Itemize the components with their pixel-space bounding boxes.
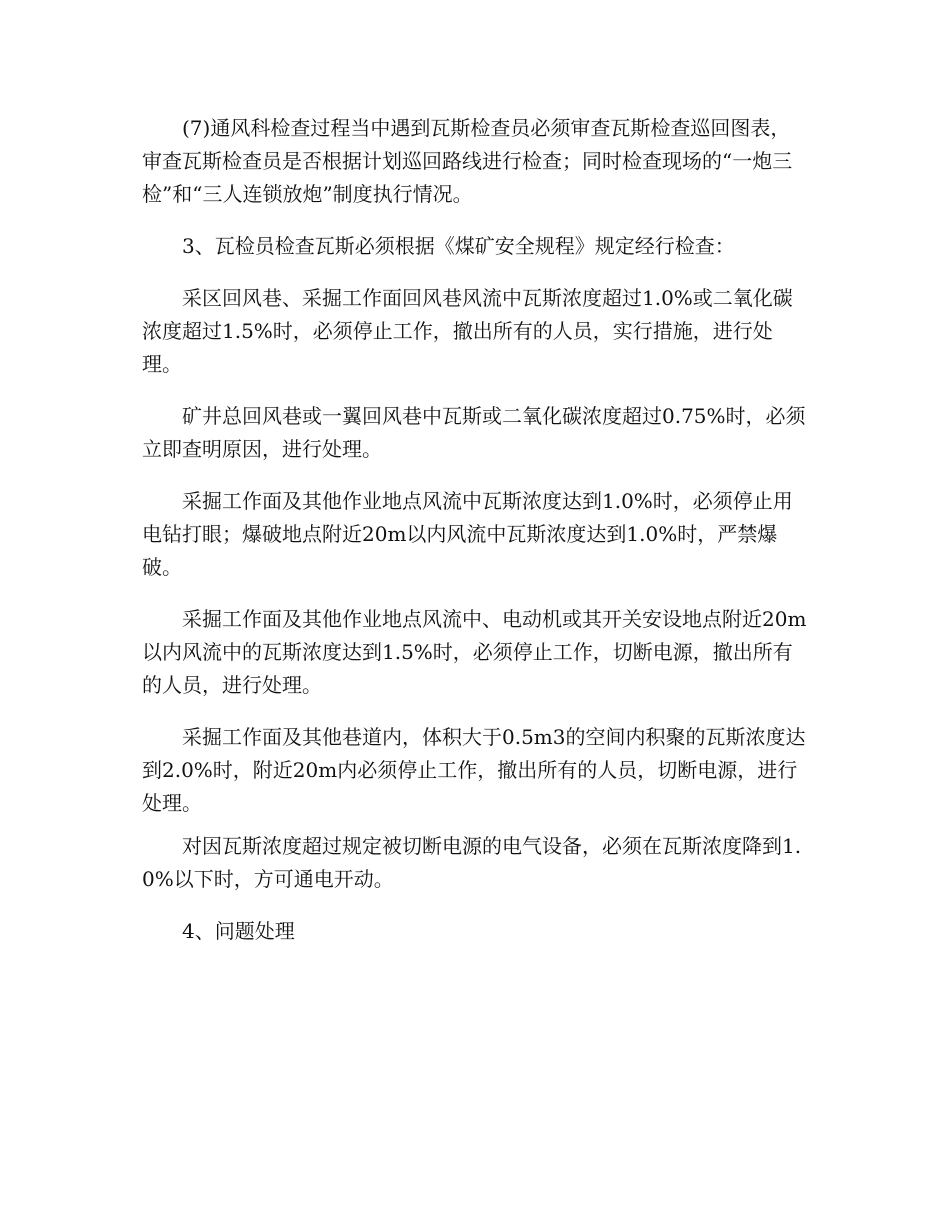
paragraph-main-return-limit: 矿井总回风巷或一翼回风巷中瓦斯或二氧化碳浓度超过0.75%时，必须立即查明原因，进行处理。 xyxy=(142,404,806,461)
paragraph-motor-switch-limit: 采掘工作面及其他作业地点风流中、电动机或其开关安设地点附近20m以内风流中的瓦斯浓度达到1.5%时，必须停止工作，切断电源，撤出所有的人员，进行处理。 xyxy=(142,607,807,697)
paragraph-section-4-heading: 4、问题处理 xyxy=(182,919,295,943)
paragraph-accumulation-limit: 采掘工作面及其他巷道内，体积大于0.5m3的空间内积聚的瓦斯浓度达到2.0%时，附近20m内必须停止工作，撤出所有的人员，切断电源，进行处理。 xyxy=(142,725,806,815)
paragraph-section-3-heading: 3、瓦检员检查瓦斯必须根据《煤矿安全规程》规定经行检查： xyxy=(182,234,735,258)
paragraph-return-airway-limit: 采区回风巷、采掘工作面回风巷风流中瓦斯浓度超过1.0%或二氧化碳浓度超过1.5%时，必须停止工作，撤出所有的人员，实行措施，进行处理。 xyxy=(142,286,793,376)
paragraph-power-restore-rule: 对因瓦斯浓度超过规定被切断电源的电气设备，必须在瓦斯浓度降到1.0%以下时，方可通电开动。 xyxy=(142,834,802,891)
paragraph-drilling-blasting-limit: 采掘工作面及其他作业地点风流中瓦斯浓度达到1.0%时，必须停止用电钻打眼；爆破地点附近20m以内风流中瓦斯浓度达到1.0%时，严禁爆破。 xyxy=(142,489,793,579)
paragraph-inspection-process: (7)通风科检查过程当中遇到瓦斯检查员必须审查瓦斯检查巡回图表，审查瓦斯检查员是否根据计划巡回路线进行检查；同时检查现场的“一炮三检”和“三人连锁放炮”制度执行情况。 xyxy=(142,116,793,206)
document-body xyxy=(142,112,808,967)
